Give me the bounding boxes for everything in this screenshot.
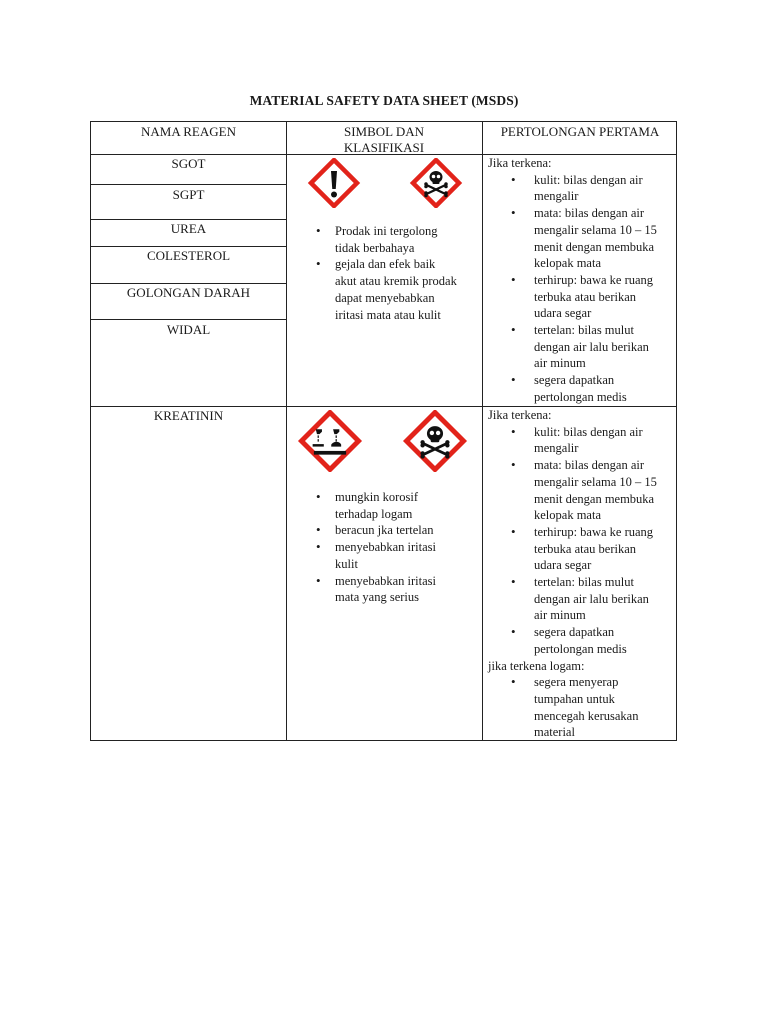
list-item: • kulit: bilas dengan air mengalir	[488, 424, 678, 457]
reagent-urea: UREA	[170, 221, 207, 236]
list-item: • kulit: bilas dengan air mengalir	[488, 172, 678, 205]
column-divider	[286, 122, 287, 740]
reagent-kreatinin: KREATININ	[153, 408, 224, 423]
first-aid-lead: Jika terkena:	[488, 156, 552, 170]
reagent-golongan-darah: GOLONGAN DARAH	[126, 285, 251, 300]
list-item: • mata: bilas dengan air mengalir selama 10 – 15 menit dengan membuka kelopak mata	[488, 457, 678, 524]
list-item: • menyebabkan iritasi mata yang serius	[312, 573, 482, 606]
corrosion-pictogram-icon	[294, 410, 366, 472]
row-divider	[91, 246, 286, 247]
list-item: • mata: bilas dengan air mengalir selama 10 – 15 menit dengan membuka kelopak mata	[488, 205, 678, 272]
classification-list	[312, 223, 482, 323]
header-line: SIMBOL DAN	[343, 124, 425, 139]
header-simbol-klasifikasi	[286, 122, 482, 156]
list-item: • terhirup: bawa ke ruang terbuka atau berikan udara segar	[488, 524, 678, 574]
reagent-colesterol: COLESTEROL	[146, 248, 231, 263]
skull-crossbones-pictogram-icon	[407, 158, 465, 208]
list-item: • terhirup: bawa ke ruang terbuka atau berikan udara segar	[488, 272, 678, 322]
msds-table	[90, 121, 677, 741]
list-item: • menyebabkan iritasi kulit	[312, 539, 482, 572]
list-item: • tertelan: bilas mulut dengan air lalu berikan air minum	[488, 322, 678, 372]
list-item: • segera dapatkan pertolongan medis	[488, 624, 678, 657]
first-aid-lead: jika terkena logam:	[488, 658, 585, 673]
first-aid-list	[488, 424, 678, 658]
first-aid-list	[488, 674, 678, 741]
list-item: • mungkin korosif terhadap logam	[312, 489, 482, 522]
list-item: • gejala dan efek baik akut atau kremik prodak dapat menyebabkan iritasi mata atau kulit	[312, 256, 482, 323]
first-aid-lead: Jika terkena:	[488, 408, 552, 422]
list-item: • tertelan: bilas mulut dengan air lalu berikan air minum	[488, 574, 678, 624]
exclamation-mark-pictogram-icon	[305, 158, 363, 208]
reagent-sgpt: SGPT	[172, 187, 205, 202]
document-title: MATERIAL SAFETY DATA SHEET (MSDS)	[249, 93, 519, 108]
row-divider	[91, 219, 286, 220]
list-item: • segera menyerap tumpahan untuk mencegah kerusakan material	[488, 674, 678, 741]
list-item: • beracun jka tertelan	[312, 522, 482, 539]
first-aid-list	[488, 172, 678, 406]
classification-list	[312, 489, 482, 606]
skull-crossbones-pictogram-icon	[397, 410, 473, 472]
row-divider	[91, 184, 286, 185]
header-nama-reagen: NAMA REAGEN	[141, 124, 236, 139]
column-divider	[482, 122, 483, 740]
reagent-widal: WIDAL	[166, 322, 211, 337]
list-item: • Prodak ini tergolong tidak berbahaya	[312, 223, 482, 256]
first-aid-block	[488, 155, 678, 406]
row-divider	[91, 319, 286, 320]
reagent-sgot: SGOT	[171, 156, 206, 171]
row-divider	[91, 283, 286, 284]
header-line: KLASIFIKASI	[343, 140, 425, 155]
header-pertolongan-pertama: PERTOLONGAN PERTAMA	[500, 124, 660, 139]
list-item: • segera dapatkan pertolongan medis	[488, 372, 678, 405]
first-aid-block	[488, 407, 678, 741]
